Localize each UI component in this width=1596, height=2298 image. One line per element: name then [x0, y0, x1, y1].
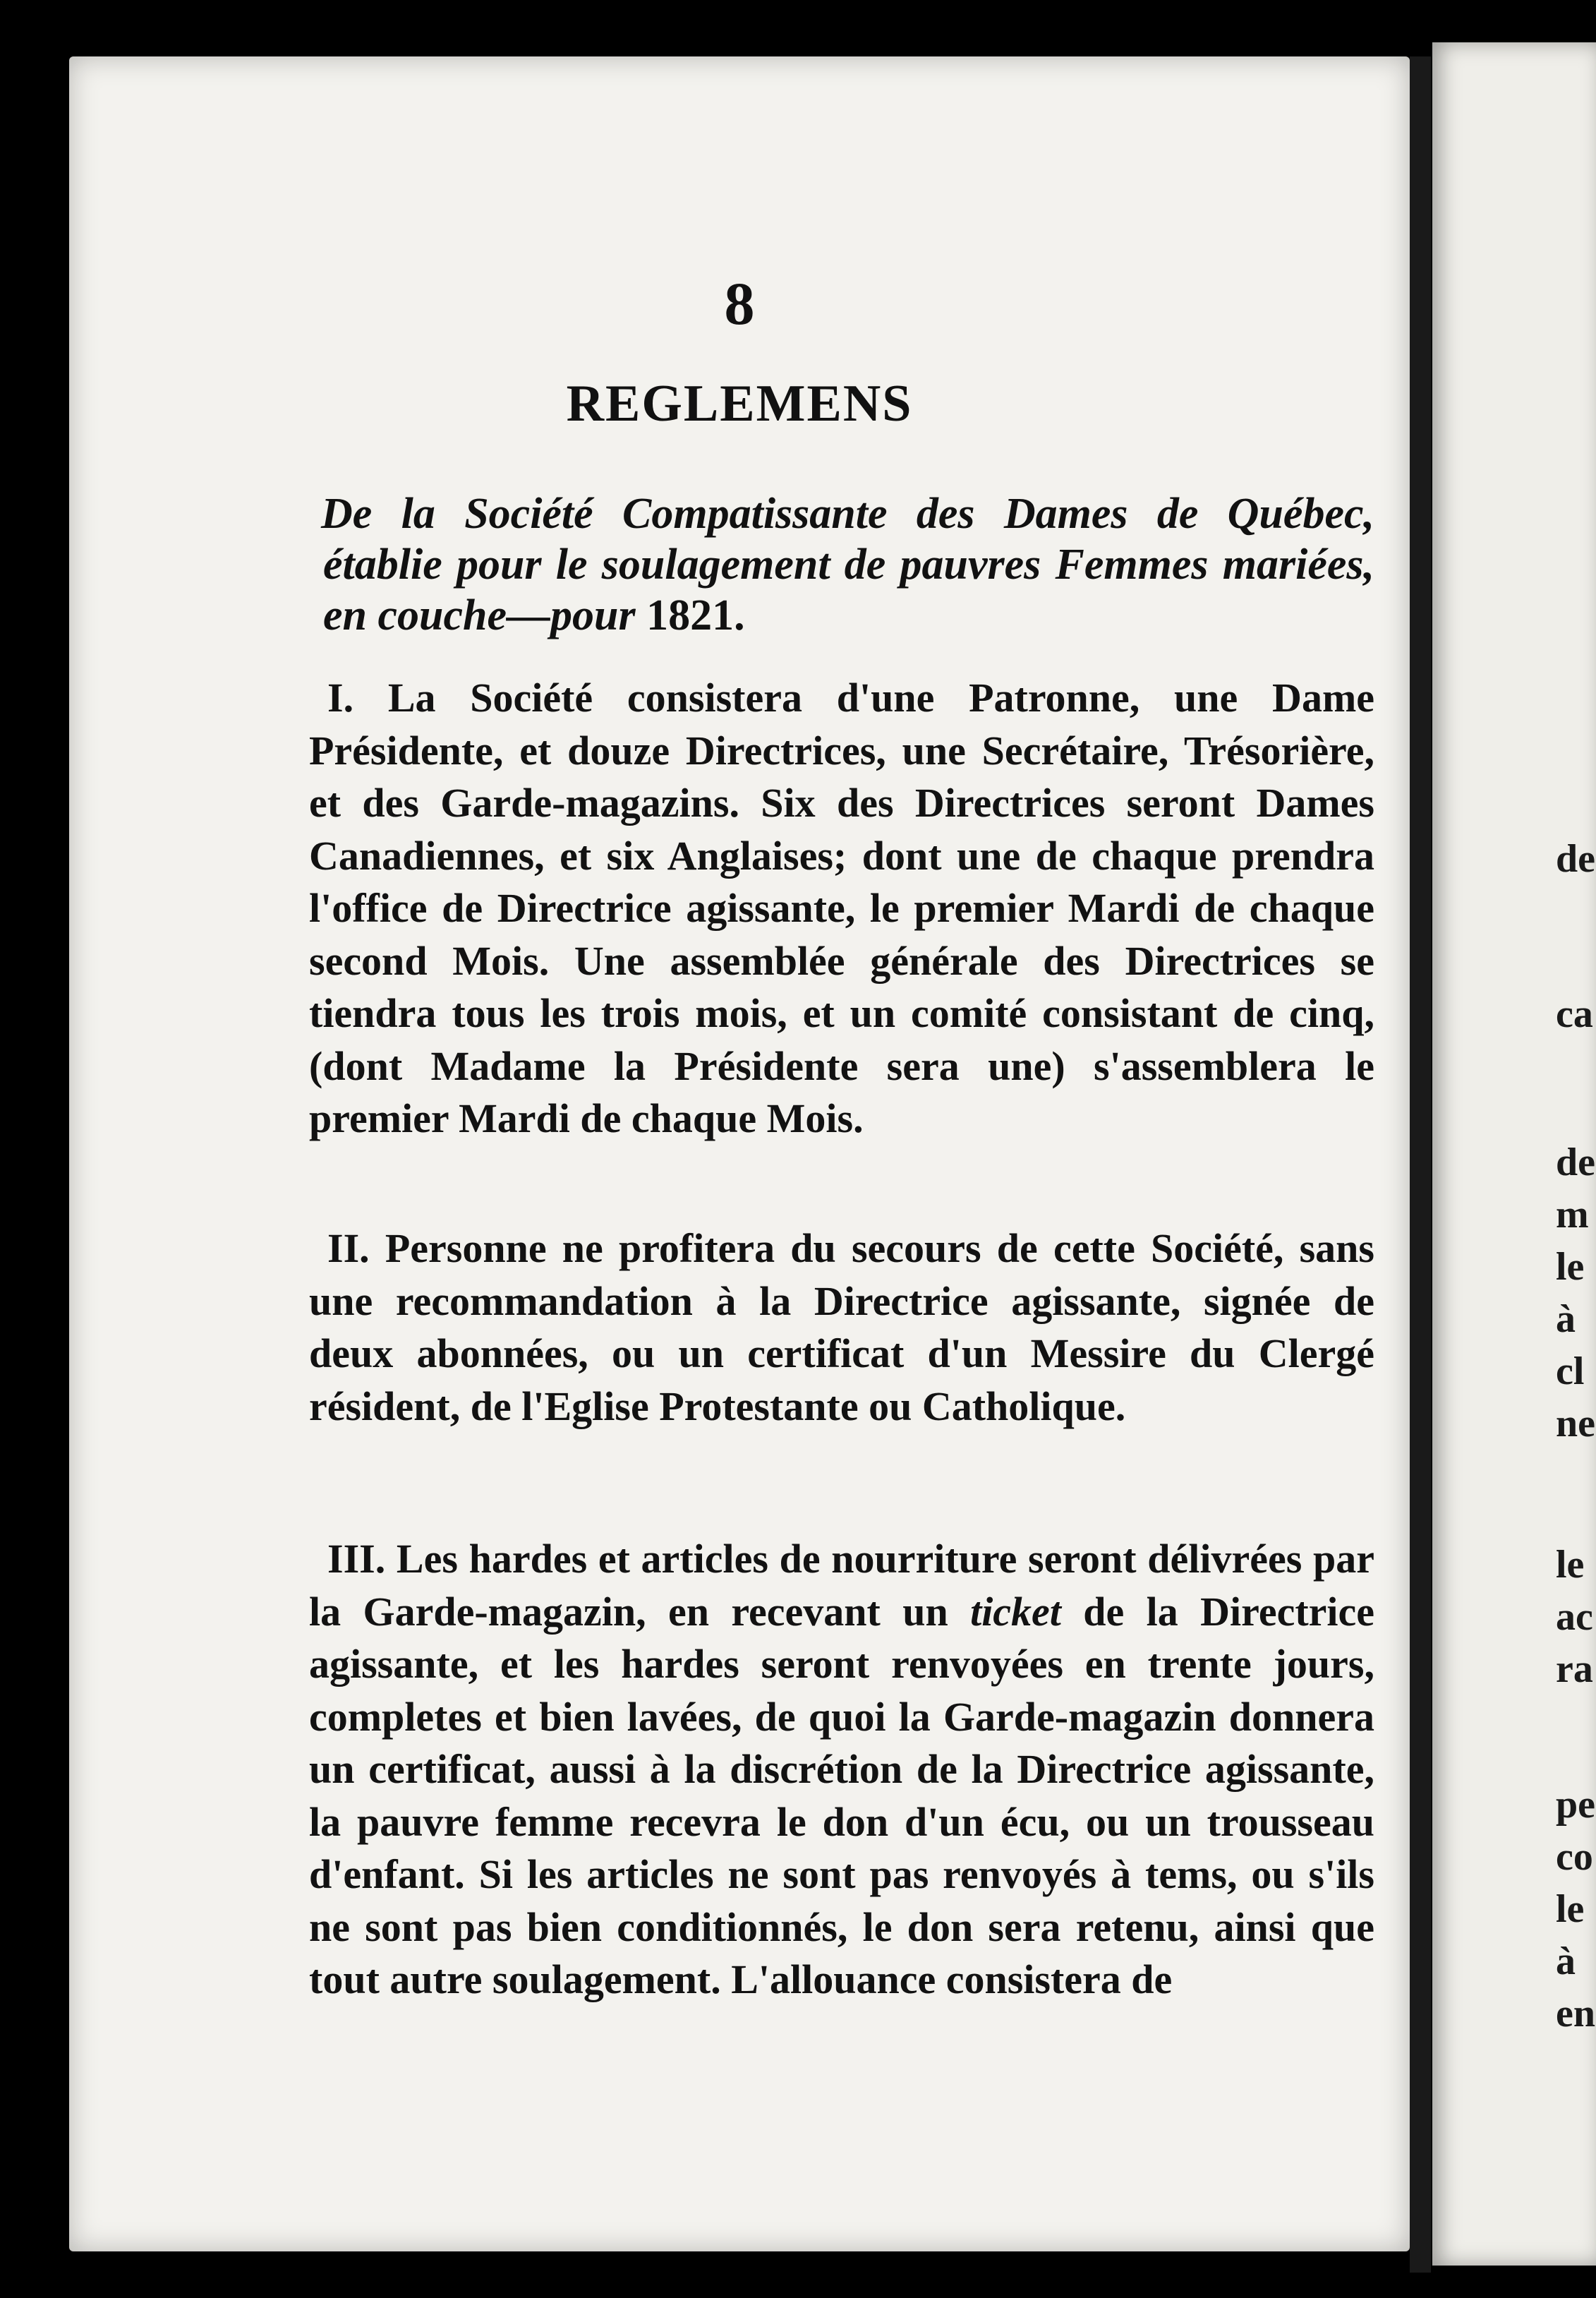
facing-page-fragment: le	[1556, 1543, 1585, 1587]
facing-page-fragment: m	[1556, 1193, 1589, 1237]
article-3-numeral: III.	[327, 1536, 386, 1582]
facing-page-fragment: à	[1556, 1297, 1576, 1341]
facing-page-fragment: en	[1556, 1992, 1595, 2035]
facing-page-fragment: le	[1556, 1245, 1585, 1289]
subtitle-year: 1821.	[646, 591, 745, 639]
article-3-text-after: de la Directrice agissante, et les hardes seront renvoyées en trente jours, completes et bien lavées, de quoi la Garde-magazin donnera un certificat, aussi à la discrétion de la Directrice agissante, la pauvre femme recevra le don d'un écu, ou un trousseau d'enfant. Si les articles ne sont pas renvoyés à tems, ou s'ils ne sont pas bien conditionnés, le don sera retenu, ainsi que tout autre soulagement. L'allouance consistera de	[309, 1588, 1374, 2002]
article-3-text-before: Les hardes et articles de nourriture seront délivrées par la Garde-magazin, en recevant un	[309, 1536, 1375, 1635]
facing-page-fragment: de	[1556, 1141, 1595, 1184]
facing-page-fragment: à	[1556, 1939, 1576, 1983]
facing-page-fragment: de	[1556, 837, 1595, 881]
article-3-ticket-word: ticket	[970, 1588, 1061, 1635]
page-number: 8	[724, 270, 755, 337]
article-1-numeral: I.	[327, 675, 354, 721]
facing-page-fragment: le	[1556, 1887, 1585, 1931]
facing-page-fragment: ra	[1556, 1647, 1593, 1691]
article-2	[309, 1222, 1374, 1433]
article-2-numeral: II.	[327, 1225, 370, 1271]
book-gutter	[1410, 56, 1431, 2273]
article-1	[309, 672, 1374, 1145]
facing-page-fragment: ca	[1556, 992, 1593, 1036]
facing-page-fragment: pe	[1556, 1783, 1595, 1827]
article-2-text: Personne ne profitera du secours de cette Société, sans une recommandation à la Directrice agissante, signée de deux abonnées, ou un certificat d'un Messire du Clergé résident, de l'Eglise Protestante ou Catholique.	[309, 1225, 1375, 1429]
document-title: REGLEMENS	[566, 375, 913, 433]
facing-page-fragment: ac	[1556, 1595, 1593, 1639]
subtitle-text: De la Société Compatissante des Dames de Québec, établie pour le soulagement de pauvres Femmes mariées, en couche—pour	[321, 490, 1374, 639]
article-1-text: La Société consistera d'une Patronne, une Dame Présidente, et douze Directrices, une Secrétaire, Trésorière, et des Garde-magazins. Six des Directrices seront Dames Canadiennes, et six Anglaises; dont une de chaque prendra l'office de Directrice agissante, le premier Mardi de chaque second Mois. Une assemblée générale des Directrices se tiendra tous les trois mois, et un comité consistant de cinq, (dont Madame la Présidente sera une) s'assemblera le premier Mardi de chaque Mois.	[309, 675, 1374, 1141]
article-3	[309, 1533, 1374, 2007]
document-subtitle	[323, 488, 1374, 641]
facing-page-fragment: cl	[1556, 1349, 1585, 1393]
book-page	[69, 56, 1410, 2251]
facing-page-fragment: ne	[1556, 1402, 1595, 1445]
facing-page-fragment: co	[1556, 1835, 1593, 1879]
